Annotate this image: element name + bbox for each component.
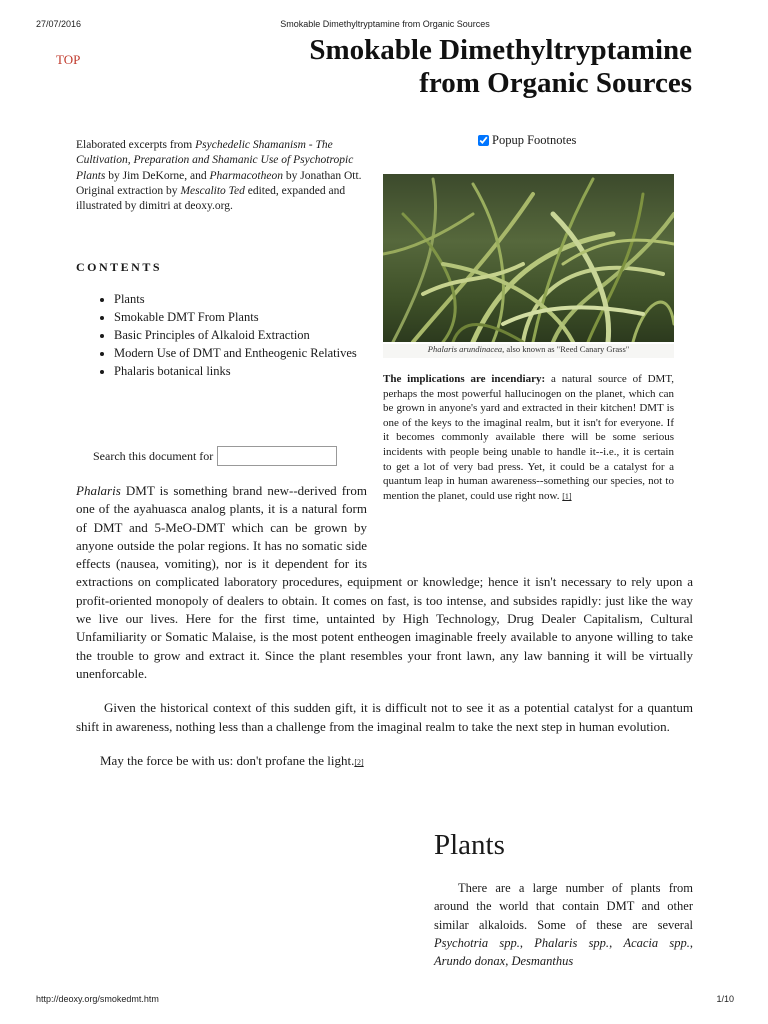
body-paragraph-1-text: DMT is something brand new--derived from one of the ayahuasca analog plants, it is a natural form of DMT and 5-MeO-DMT which can be grown by anyone outside the polar regions. It has no somatic side effects (nausea, vomiting), nor is it dependent for its extractions on complicated laboratory procedures, equipment or knowledge; hence it isn't necessary to rely upon a profit-oriented monopoly of dealers to obtain. It comes on fast, is too intense, and subsides rapidly: just like the way we live our lives. Here for the first time, untainted by High Technology, Drug Dealer Capitalism, Cultural Unfamiliarity or Somatic Malaise, is the most potent entheogen imaginable freely available to anyone willing to take the trouble to grow and extract it. Since the plant resembles your front lawn, any law banning it will be virtually unenforcable. [76, 483, 693, 681]
print-page-number: 1/10 [716, 994, 734, 1004]
contents-link-smokable-dmt[interactable]: • Smokable DMT From Plants [114, 308, 376, 326]
phalaris-photo [383, 174, 674, 342]
contents-heading: CONTENTS [76, 260, 163, 274]
plants-paragraph [434, 879, 693, 970]
body-paragraph-3-text: May the force be with us: don't profane the light. [100, 752, 355, 768]
separator: , [519, 935, 535, 950]
species-arundo-donax: Arundo donax [434, 954, 506, 969]
contents-link-modern-use[interactable]: • Modern Use of DMT and Entheogenic Relatives [114, 344, 376, 362]
popup-footnotes-toggle[interactable] [478, 133, 576, 148]
search-label: Search this document for [93, 448, 214, 463]
photo-caption [383, 344, 674, 358]
contents-link-plants[interactable]: • Plants [114, 290, 376, 308]
plants-heading: Plants [434, 829, 505, 861]
sidebar-text: a natural source of DMT, perhaps the most powerful hallucinogen on the planet, which can be grown in anyone's yard and extracted in their kitchen! DMT is one of the keys to the imaginal realm, but it isn't for everyone. If it becomes commonly available there will be some serious incidents with people being unable to handle it--i.e., it is certain to get a lot of very bad press. Yet, it could be a catalyst for a quantum leap in human awareness--something our species, not to mention the planet, could use right now. [383, 373, 674, 502]
book-title-pharmacotheon: Pharmacotheon [209, 169, 283, 182]
intro-text: Elaborated excerpts from [76, 139, 196, 151]
contents-list [96, 290, 376, 380]
plants-text: There are a large number of plants from around the world that contain DMT and other similar alkaloids. Some of these are several [434, 881, 693, 932]
separator: , [609, 935, 624, 950]
float-spacer [367, 482, 693, 560]
top-link[interactable]: TOP [56, 52, 81, 67]
caption-text: , also known as "Reed Canary Grass" [502, 344, 630, 354]
intro-text: by Jim DeKorne, and [105, 169, 210, 182]
footnote-link-2[interactable]: [2] [354, 757, 364, 767]
print-url: http://deoxy.org/smokedmt.htm [36, 994, 159, 1004]
main-body [76, 482, 693, 772]
page-title-line2: from Organic Sources [419, 67, 692, 99]
popup-footnotes-label: Popup Footnotes [492, 133, 577, 147]
author-name: Mescalito Ted [180, 184, 245, 197]
sidebar-lead: The implications are incendiary: [383, 373, 546, 385]
page-title-line1: Smokable Dimethyltryptamine [309, 34, 692, 66]
phalaris-term: Phalaris [76, 483, 121, 498]
popup-footnotes-checkbox[interactable] [478, 135, 489, 146]
grass-illustration [383, 174, 674, 342]
caption-species: Phalaris arundinacea [427, 344, 503, 354]
separator: , [505, 954, 512, 969]
print-date: 27/07/2016 [36, 19, 82, 29]
intro-text: by Jonathan Ott. Original extraction by [76, 169, 362, 197]
search-input[interactable] [217, 446, 337, 466]
intro-credits [76, 138, 368, 214]
page-title [232, 34, 692, 100]
species-phalaris: Phalaris spp. [534, 935, 610, 950]
contents-link-phalaris-links[interactable]: • Phalaris botanical links [114, 362, 376, 380]
body-paragraph-2: Given the historical context of this sudden gift, it is difficult not to see it as a potential catalyst for a quantum shift in awareness, nothing less than a challenge from the imaginal realm to take the next step in human evolution. [76, 700, 693, 734]
species-acacia: Acacia spp. [623, 935, 690, 950]
search-row [93, 446, 337, 466]
body-paragraph-3 [76, 752, 693, 772]
contents-link-alkaloid-extraction[interactable]: • Basic Principles of Alkaloid Extraction [114, 326, 376, 344]
print-header-title: Smokable Dimethyltryptamine from Organic Sources [280, 19, 490, 29]
species-psychotria: Psychotria spp. [434, 935, 520, 950]
species-desmanthus: Desmanthus [511, 954, 574, 969]
book-title-psychedelic-shamanism: Psychedelic Shamanism - The Cultivation, Preparation and Shamanic Use of Psychotropic Plants [76, 139, 354, 182]
footnote-link-1[interactable]: [1] [562, 491, 572, 501]
separator: , [689, 935, 693, 950]
intro-text: edited, expanded and illustrated by dimitri at deoxy.org. [76, 184, 346, 213]
